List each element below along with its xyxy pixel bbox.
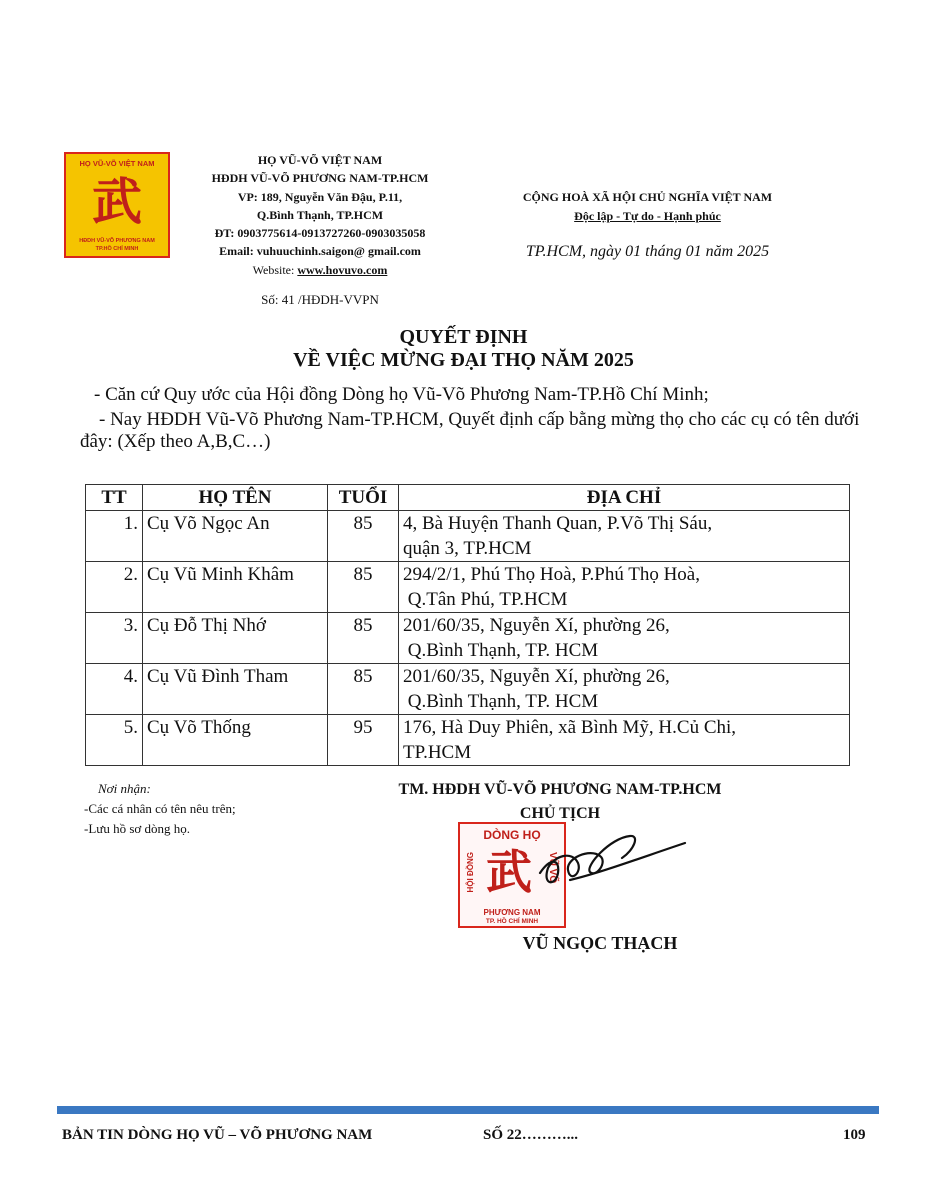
- row-address: [399, 562, 850, 613]
- seal-left-text: HỘI ĐỒNG: [466, 852, 475, 893]
- row-tt: 1.: [86, 511, 143, 562]
- address-line-1: 201/60/35, Nguyễn Xí, phường 26,: [403, 666, 670, 687]
- org-address-1: VP: 189, Nguyễn Văn Đậu, P.11,: [237, 189, 403, 204]
- row-age: 95: [328, 715, 399, 766]
- paragraph-decision: - Nay HĐDH Vũ-Võ Phương Nam-TP.HCM, Quyết định cấp bằng mừng thọ cho các cụ có tên dưới đây: (Xếp theo A,B,C…): [80, 409, 865, 452]
- signature-role: CHỦ TỊCH: [519, 805, 601, 822]
- table-header-row: [86, 485, 850, 511]
- organization-header: [180, 151, 460, 279]
- seal-top-text: DÒNG HỌ: [483, 828, 541, 842]
- address-line-1: 294/2/1, Phú Thọ Hoà, P.Phú Thọ Hoà,: [403, 564, 700, 585]
- address-line-2: TP.HCM: [403, 742, 472, 763]
- row-tt: 3.: [86, 613, 143, 664]
- header-tt: TT: [86, 485, 143, 511]
- handwritten-signature: [530, 828, 690, 898]
- org-phone: ĐT: 0903775614-0913727260-0903035058: [214, 226, 426, 241]
- header-age: TUỔI: [328, 485, 399, 511]
- row-name: Cụ Vũ Đình Tham: [143, 664, 328, 715]
- row-name: Cụ Vũ Minh Khâm: [143, 562, 328, 613]
- row-address: [399, 664, 850, 715]
- table-row: [86, 613, 850, 664]
- row-tt: 4.: [86, 664, 143, 715]
- row-tt: 2.: [86, 562, 143, 613]
- footer-publication: BẢN TIN DÒNG HỌ VŨ – VÕ PHƯƠNG NAM: [62, 1127, 373, 1143]
- document-date: TP.HCM, ngày 01 tháng 01 năm 2025: [525, 243, 770, 260]
- row-age: 85: [328, 613, 399, 664]
- org-address-2: Q.Bình Thạnh, TP.HCM: [256, 207, 384, 222]
- seal-bottom-text-1: PHƯƠNG NAM: [483, 908, 541, 917]
- address-line-1: 176, Hà Duy Phiên, xã Bình Mỹ, H.Củ Chi,: [403, 717, 737, 738]
- logo-bottom-text-1: HĐDH VŨ-VÕ PHƯƠNG NAM: [79, 238, 155, 244]
- logo-character: 武: [92, 174, 142, 230]
- address-line-1: 201/60/35, Nguyễn Xí, phường 26,: [403, 615, 670, 636]
- row-age: 85: [328, 664, 399, 715]
- row-age: 85: [328, 511, 399, 562]
- recipient-item: -Lưu hồ sơ dòng họ.: [84, 821, 190, 836]
- row-tt: 5.: [86, 715, 143, 766]
- table-row: [86, 562, 850, 613]
- page-number: 109: [843, 1127, 866, 1143]
- document-number: Số: 41 /HĐDH-VVPN: [261, 292, 379, 307]
- table-row: [86, 715, 850, 766]
- recipients-label: Nơi nhận:: [98, 781, 151, 796]
- nation-title: CỘNG HOÀ XÃ HỘI CHỦ NGHĨA VIỆT NAM: [522, 190, 773, 204]
- seal-right-text: VŨ VÕ: [547, 852, 558, 884]
- table-row: [86, 664, 850, 715]
- table-row: [86, 511, 850, 562]
- row-name: Cụ Võ Thống: [143, 715, 328, 766]
- address-line-2: Q.Bình Thạnh, TP. HCM: [403, 640, 599, 661]
- logo-top-text: HỌ VŨ-VÕ VIỆT NAM: [79, 159, 155, 168]
- org-line-1: HỌ VŨ-VÕ VIỆT NAM: [257, 153, 383, 167]
- website-link[interactable]: www.hovuvo.com: [297, 262, 388, 277]
- row-name: Cụ Đỗ Thị Nhớ: [143, 613, 328, 664]
- signature-org: TM. HĐDH VŨ-VÕ PHƯƠNG NAM-TP.HCM: [398, 781, 722, 798]
- org-line-2: HĐDH VŨ-VÕ PHƯƠNG NAM-TP.HCM: [211, 171, 429, 186]
- seal-bottom-text-2: TP. HỒ CHÍ MINH: [485, 918, 539, 925]
- row-age: 85: [328, 562, 399, 613]
- row-address: [399, 511, 850, 562]
- document-title: QUYẾT ĐỊNH: [399, 326, 528, 348]
- address-line-1: 4, Bà Huyện Thanh Quan, P.Võ Thị Sáu,: [403, 513, 713, 534]
- footer-bar: [57, 1106, 879, 1114]
- header-address: ĐỊA CHỈ: [399, 485, 850, 511]
- footer-issue: SỐ 22………...: [483, 1127, 579, 1143]
- recipients-block: [84, 779, 236, 839]
- website-label: Website:: [252, 262, 298, 277]
- address-line-2: Q.Bình Thạnh, TP. HCM: [403, 691, 599, 712]
- family-logo: [64, 152, 170, 258]
- org-email: Email: vuhuuchinh.saigon@ gmail.com: [219, 244, 421, 259]
- honoree-table: [85, 484, 850, 766]
- row-address: [399, 613, 850, 664]
- national-header: [480, 188, 815, 226]
- seal-character: 武: [486, 847, 532, 898]
- signer-name: VŨ NGỌC THẠCH: [522, 933, 678, 953]
- nation-motto: Độc lập - Tự do - Hạnh phúc: [574, 209, 721, 223]
- row-address: [399, 715, 850, 766]
- org-website: [180, 261, 460, 279]
- header-name: HỌ TÊN: [143, 485, 328, 511]
- signature-heading: [350, 778, 770, 826]
- paragraph-basis: - Căn cứ Quy ước của Hội đồng Dòng họ Vũ-Võ Phương Nam-TP.Hồ Chí Minh;: [94, 384, 709, 405]
- logo-bottom-text-2: TP.HỒ CHÍ MINH: [95, 246, 139, 252]
- address-line-2: Q.Tân Phú, TP.HCM: [403, 589, 568, 610]
- recipient-item: -Các cá nhân có tên nêu trên;: [84, 801, 236, 816]
- document-subtitle: VỀ VIỆC MỪNG ĐẠI THỌ NĂM 2025: [293, 349, 634, 371]
- row-name: Cụ Võ Ngọc An: [143, 511, 328, 562]
- address-line-2: quận 3, TP.HCM: [403, 538, 532, 559]
